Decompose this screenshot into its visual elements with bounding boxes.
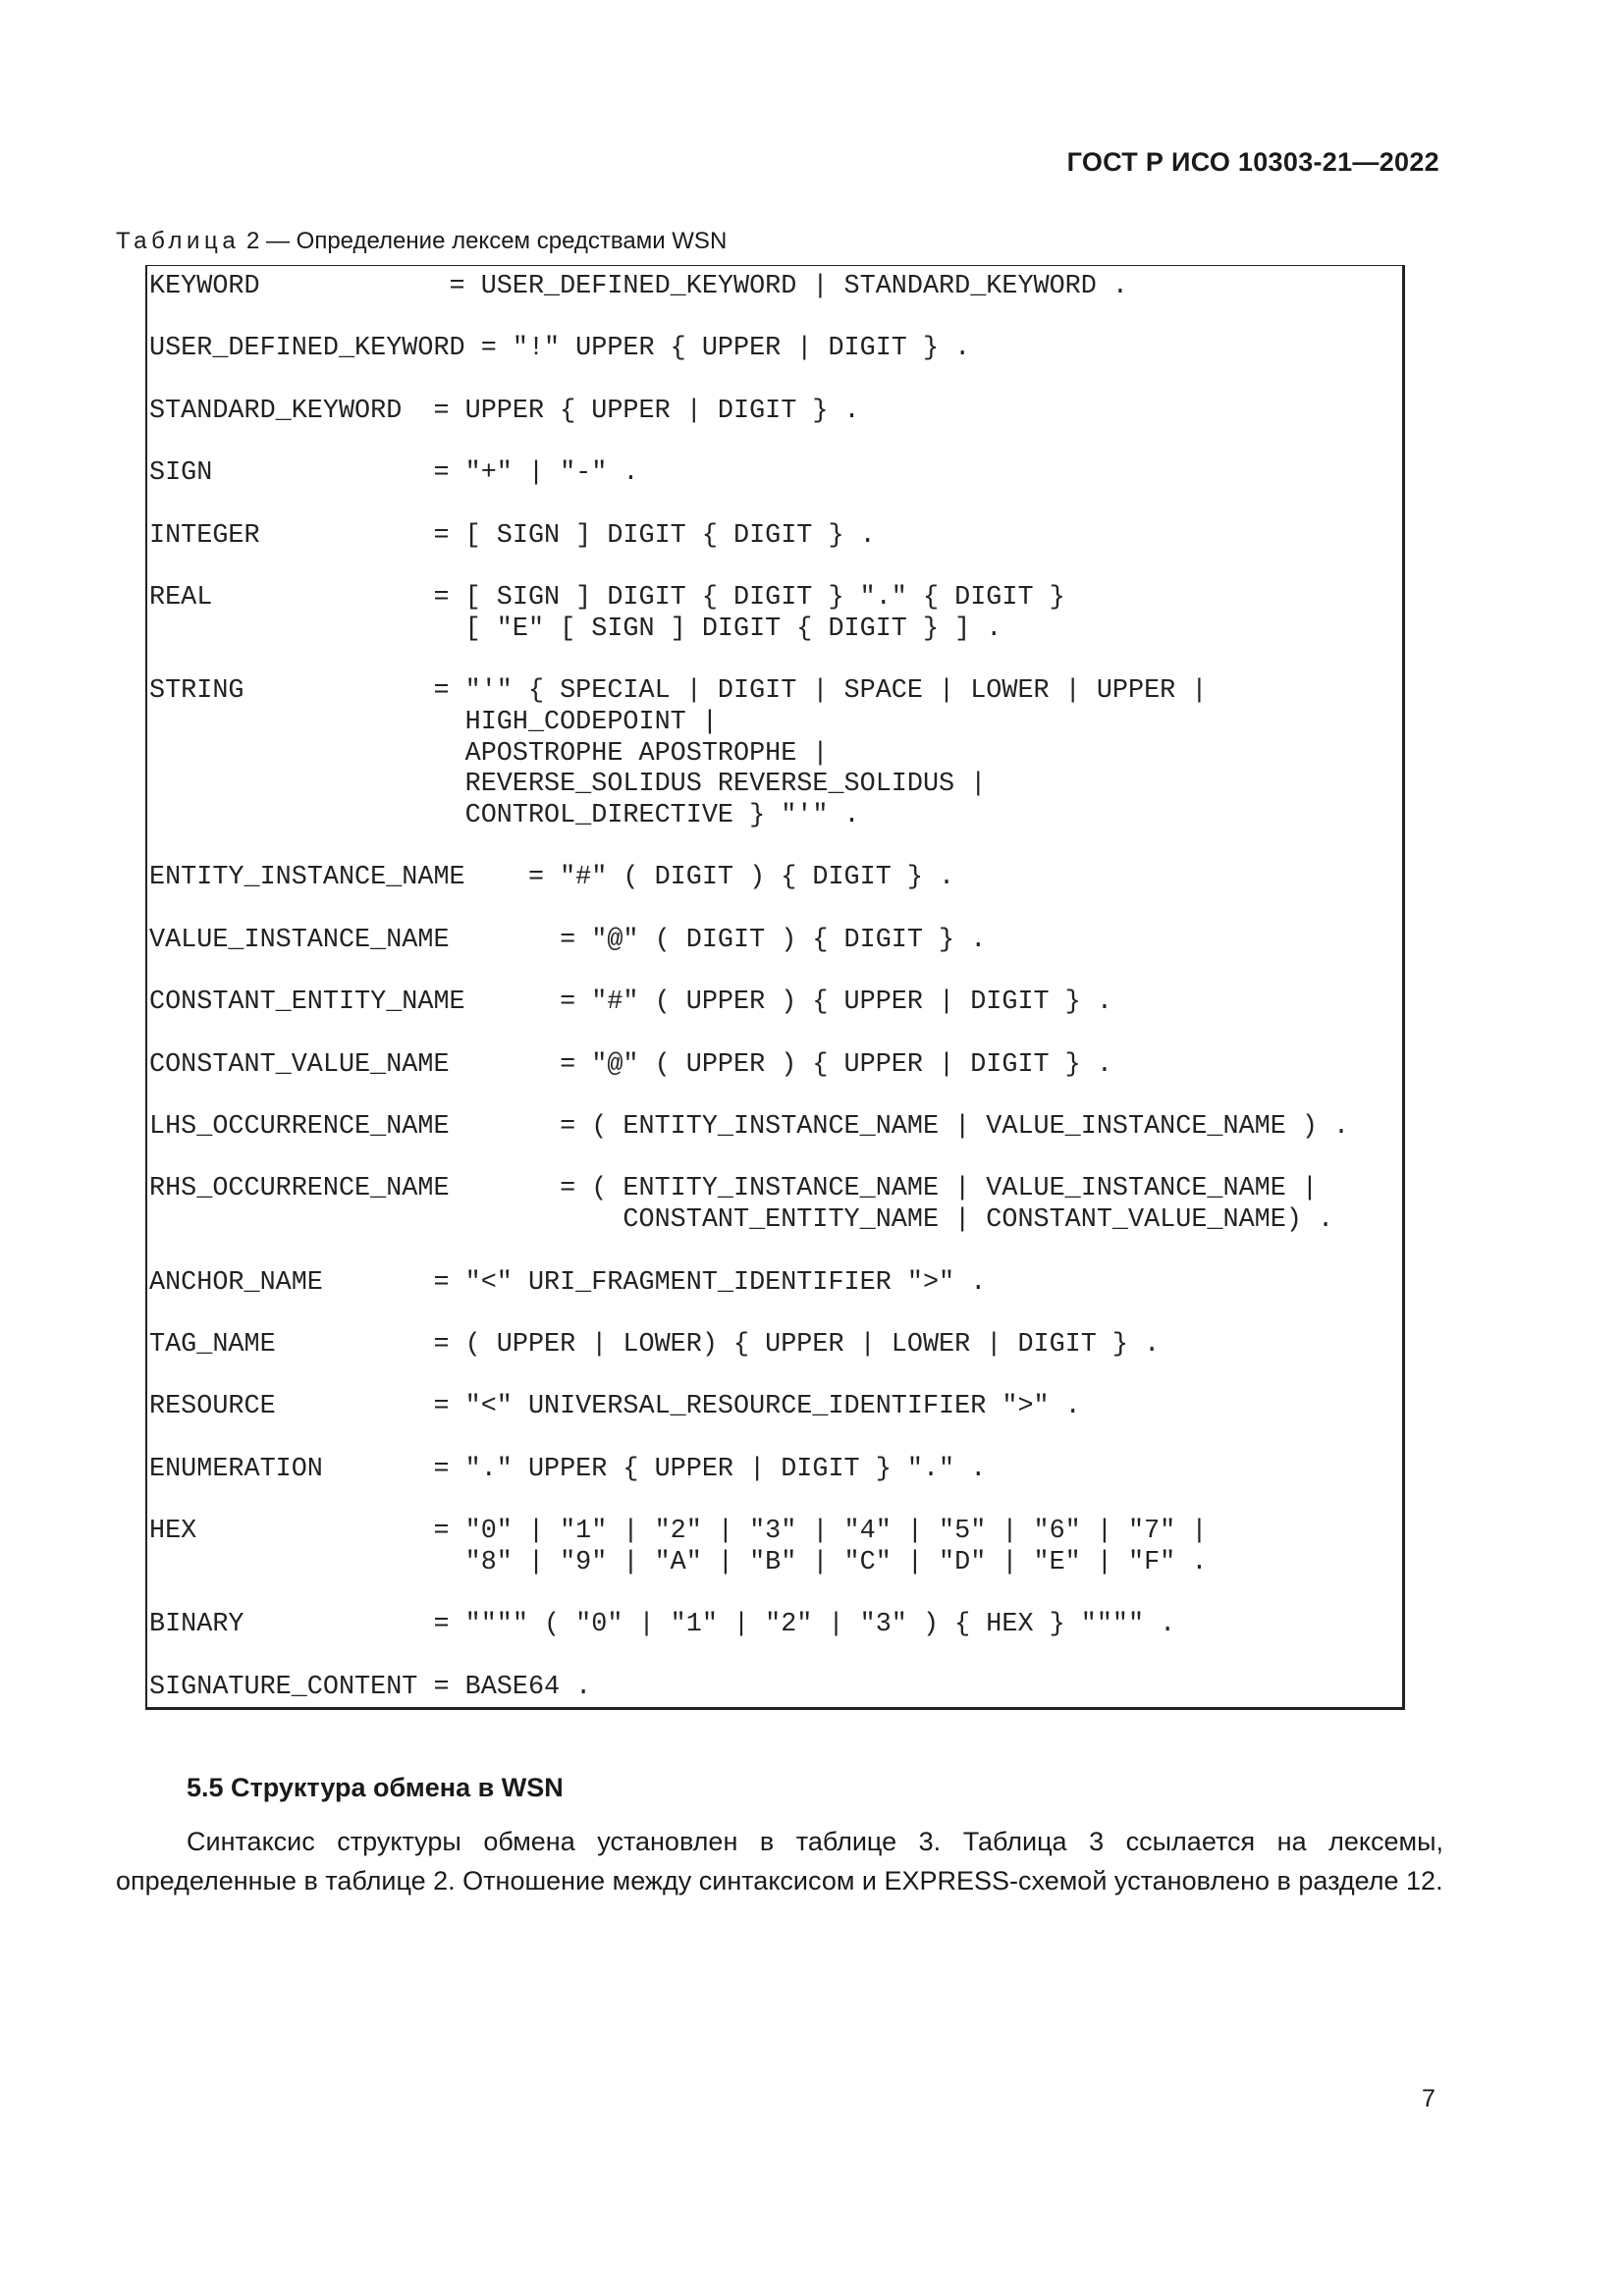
section-body (116, 1822, 1443, 1900)
section-paragraph: Синтаксис структуры обмена установлен в таблице 3. Таблица 3 ссылается на лексемы, определенные в таблице 2. Отношение между синтаксисом и EXPRESS-схемой установлено в разделе 12. (116, 1827, 1443, 1896)
wsn-token-definitions: KEYWORD = USER_DEFINED_KEYWORD | STANDARD_KEYWORD . USER_DEFINED_KEYWORD = "!" UPPER { UPPER | DIGIT } . STANDARD_KEYWORD = UPPER { UPPER | DIGIT } . SIGN = "+" | "-" . INTEGER = [ SIGN ] DIGIT { DIGIT } . REAL = [ SIGN ] DIGIT { DIGIT } "." { DIGIT } [ "E" [ SIGN ] DIGIT { DIGIT } ] . STRING = "'" { SPECIAL | DIGIT | SPACE | LOWER | UPPER | HIGH_CODEPOINT | APOSTROPHE APOSTROPHE | REVERSE_SOLIDUS REVERSE_SOLIDUS | CONTROL_DIRECTIVE } "'" . ENTITY_INSTANCE_NAME = "#" ( DIGIT ) { DIGIT } . VALUE_INSTANCE_NAME = "@" ( DIGIT ) { DIGIT } . CONSTANT_ENTITY_NAME = "#" ( UPPER ) { UPPER | DIGIT } . CONSTANT_VALUE_NAME = "@" ( UPPER ) { UPPER | DIGIT } . LHS_OCCURRENCE_NAME = ( ENTITY_INSTANCE_NAME | VALUE_INSTANCE_NAME ) . RHS_OCCURRENCE_NAME = ( ENTITY_INSTANCE_NAME | VALUE_INSTANCE_NAME | CONSTANT_ENTITY_NAME | CONSTANT_VALUE_NAME) . ANCHOR_NAME = "<" URI_FRAGMENT_IDENTIFIER ">" . TAG_NAME = ( UPPER | LOWER) { UPPER | LOWER | DIGIT } . RESOURCE = "<" UNIVERSAL_RESOURCE_IDENTIFIER ">" . ENUMERATION = "." UPPER { UPPER | DIGIT } "." . HEX = "0" | "1" | "2" | "3" | "4" | "5" | "6" | "7" | "8" | "9" | "A" | "B" | "C" | "D" | "E" | "F" . BINARY = """" ( "0" | "1" | "2" | "3" ) { HEX } """" . SIGNATURE_CONTENT = BASE64 . (149, 272, 1350, 1702)
document-standard-number: ГОСТ Р ИСО 10303-21—2022 (1066, 147, 1439, 177)
table-caption-label: Таблица (116, 228, 241, 254)
section-heading: 5.5 Структура обмена в WSN (187, 1773, 564, 1802)
table-caption (116, 228, 727, 255)
page-number: 7 (1422, 2085, 1435, 2112)
table-caption-text: 2 — Определение лексем средствами WSN (240, 228, 728, 254)
